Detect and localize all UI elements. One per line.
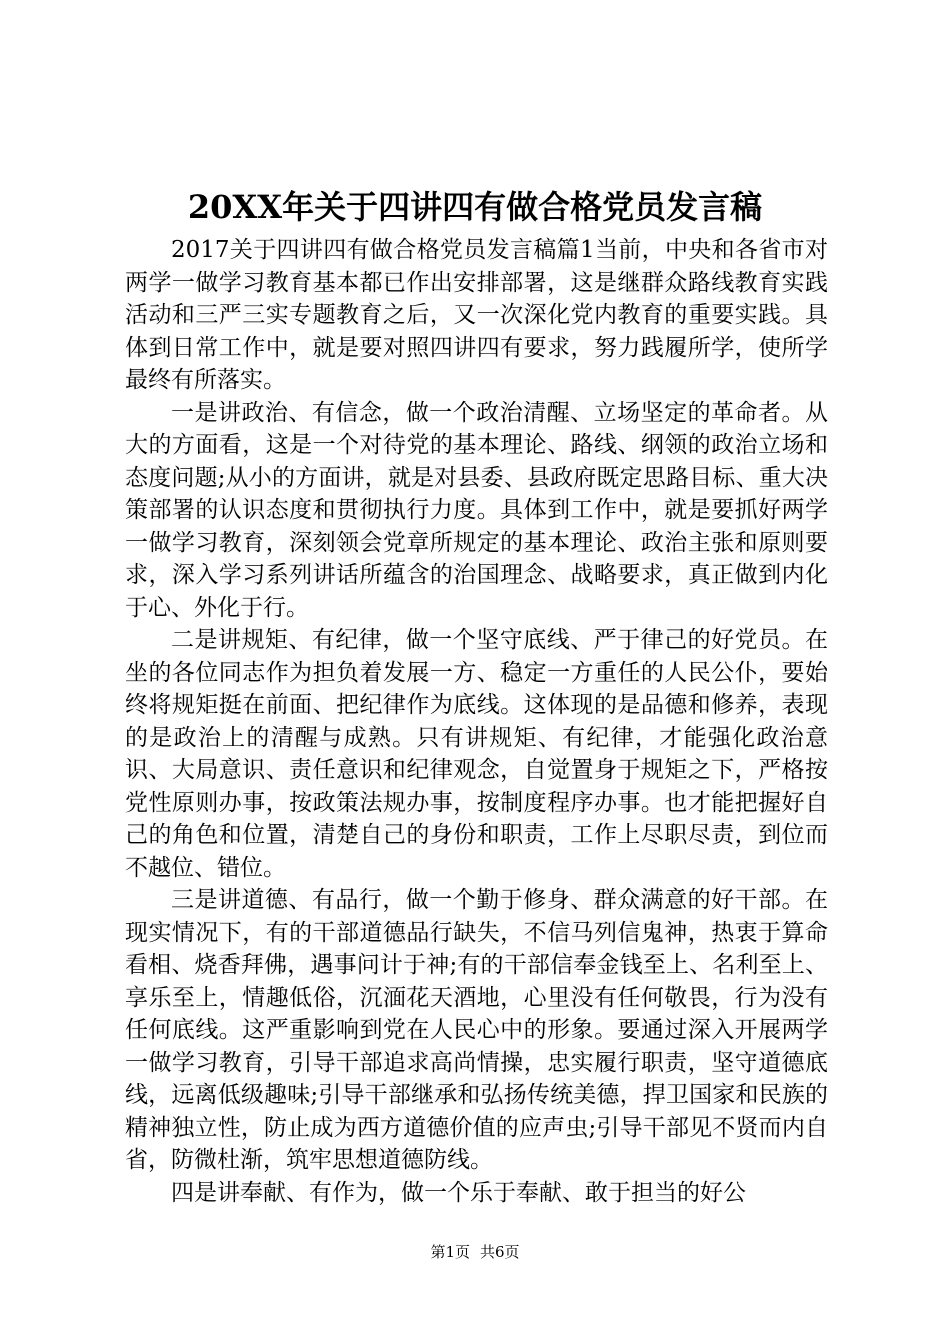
paragraph: 三是讲道德、有品行，做一个勤于修身、群众满意的好干部。在现实情况下，有的干部道德品行缺失，不信马列信鬼神，热衷于算命看相、烧香拜佛，遇事问计于神;有的干部信奉金钱至上、名利至上、享乐至上，情趣低俗，沉湎花天酒地，心里没有任何敬畏，行为没有任何底线。这严重影响到党在人民心中的形象。要通过深入开展两学一做学习教育，引导干部追求高尚情操，忠实履行职责，坚守道德底线，远离低级趣味;引导干部继承和弘扬传统美德，捍卫国家和民族的精神独立性，防止成为西方道德价值的应声虫;引导干部见不贤而内自省，防微杜渐，筑牢思想道德防线。 [125, 887, 828, 1173]
paragraph: 2017关于四讲四有做合格党员发言稿篇1当前，中央和各省市对两学一做学习教育基本都已作出安排部署，这是继群众路线教育实践活动和三严三实专题教育之后，又一次深化党内教育的重要实践。具体到日常工作中，就是要对照四讲四有要求，努力践履所学，使所学最终有所落实。 [125, 237, 828, 393]
page-number: 第1页 [430, 1243, 470, 1261]
document-body [125, 234, 828, 1209]
paragraph: 四是讲奉献、有作为，做一个乐于奉献、敢于担当的好公 [171, 1179, 746, 1206]
paragraph: 二是讲规矩、有纪律，做一个坚守底线、严于律己的好党员。在坐的各位同志作为担负着发展一方、稳定一方重任的人民公仆，要始终将规矩挺在前面、把纪律作为底线。这体现的是品德和修养，表现的是政治上的清醒与成熟。只有讲规矩、有纪律，才能强化政治意识、大局意识、责任意识和纪律观念，自觉置身于规矩之下，严格按党性原则办事，按政策法规办事，按制度程序办事。也才能把握好自己的角色和位置，清楚自己的身份和职责，工作上尽职尽责，到位而不越位、错位。 [125, 627, 828, 881]
document-title: 20XX年关于四讲四有做合格党员发言稿 [187, 188, 763, 226]
paragraph: 一是讲政治、有信念，做一个政治清醒、立场坚定的革命者。从大的方面看，这是一个对待党的基本理论、路线、纲领的政治立场和态度问题;从小的方面讲，就是对县委、县政府既定思路目标、重大决策部署的认识态度和贯彻执行力度。具体到工作中，就是要抓好两学一做学习教育，深刻领会党章所规定的基本理论、政治主张和原则要求，深入学习系列讲话所蕴含的治国理念、战略要求，真正做到内化于心、外化于行。 [125, 399, 828, 621]
page-footer [0, 1242, 950, 1262]
page-total: 共6页 [480, 1243, 520, 1261]
